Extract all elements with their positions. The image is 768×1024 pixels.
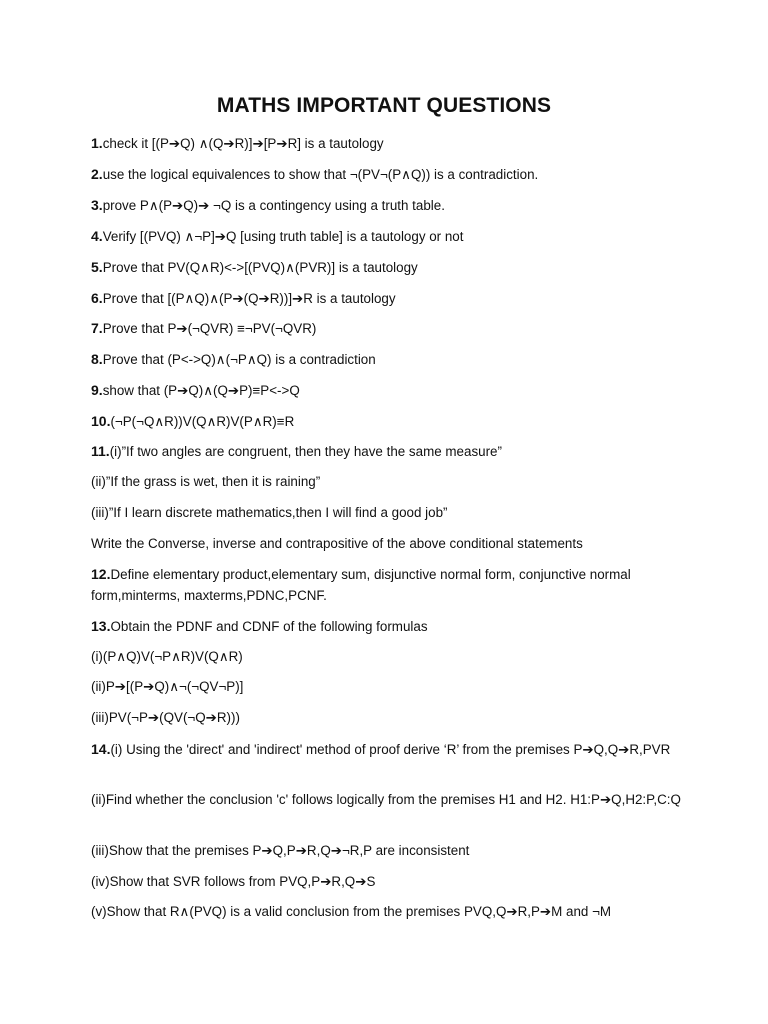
question-5 — [91, 257, 681, 279]
question-text: (iii)”If I learn discrete mathematics,then I will find a good job” — [91, 505, 448, 520]
question-text: (v)Show that R∧(PVQ) is a valid conclusion from the premises PVQ,Q➔R,P➔M and ¬M — [91, 904, 612, 919]
question-number: 9. — [91, 382, 103, 398]
question-number: 7. — [91, 320, 103, 336]
question-text: check it [(P➔Q) ∧(Q➔R)]➔[P➔R] is a tautology — [102, 136, 384, 151]
question-text: Obtain the PDNF and CDNF of the following formulas — [110, 619, 428, 634]
question-number: 5. — [91, 259, 103, 275]
question-text: show that (P➔Q)∧(Q➔P)≡P<->Q — [102, 383, 300, 398]
question-13-part-i — [91, 647, 681, 668]
question-number: 10. — [91, 413, 111, 429]
question-14-part-iv — [91, 872, 681, 893]
question-number: 11. — [91, 443, 110, 459]
question-text: (iii)Show that the premises P➔Q,P➔R,Q➔¬R,P are inconsistent — [91, 843, 470, 858]
question-text: Prove that [(P∧Q)∧(P➔(Q➔R))]➔R is a tautology — [102, 291, 396, 306]
question-13 — [91, 616, 681, 638]
question-10 — [91, 411, 681, 433]
question-14-part-v — [91, 902, 681, 923]
question-7 — [91, 318, 681, 340]
question-text: (ii)Find whether the conclusion 'c' follows logically from the premises H1 and H2. H1:P➔Q,H2:P,C:Q — [91, 792, 681, 807]
question-4 — [91, 226, 681, 248]
question-8 — [91, 349, 681, 371]
question-text: prove P∧(P➔Q)➔ ¬Q is a contingency using a truth table. — [102, 198, 445, 213]
question-text: (i)”If two angles are congruent, then they have the same measure” — [109, 444, 502, 459]
question-number: 1. — [91, 135, 103, 151]
question-14-part-ii — [91, 790, 681, 811]
question-number: 6. — [91, 290, 103, 306]
question-text: (iv)Show that SVR follows from PVQ,P➔R,Q➔S — [91, 874, 376, 889]
question-14 — [91, 739, 681, 761]
question-13-part-iii — [91, 708, 681, 729]
question-text: Define elementary product,elementary sum, disjunctive normal form, conjunctive normal form,minterms, maxterms,PDNC,PCNF. — [91, 567, 631, 603]
question-13-part-ii — [91, 677, 681, 698]
question-11-instruction — [91, 534, 681, 555]
question-number: 14. — [91, 741, 111, 757]
question-number: 12. — [91, 566, 111, 582]
question-text: (i) Using the 'direct' and 'indirect' method of proof derive ‘R’ from the premises P➔Q,Q➔R,PVR — [110, 742, 671, 757]
question-text: (ii)P➔[(P➔Q)∧¬(¬QV¬P)] — [91, 679, 244, 694]
question-3 — [91, 195, 681, 217]
question-9 — [91, 380, 681, 402]
question-11 — [91, 441, 681, 463]
question-text: (iii)PV(¬P➔(QV(¬Q➔R))) — [91, 710, 240, 725]
question-12 — [91, 564, 681, 606]
question-text: (ii)”If the grass is wet, then it is raining” — [91, 474, 321, 489]
question-text: Write the Converse, inverse and contrapositive of the above conditional statements — [91, 536, 583, 551]
question-14-part-iii — [91, 841, 681, 862]
question-text: (i)(P∧Q)V(¬P∧R)V(Q∧R) — [91, 649, 243, 664]
page-title: MATHS IMPORTANT QUESTIONS — [216, 94, 552, 117]
question-11-part-ii — [91, 472, 681, 493]
question-2 — [91, 164, 681, 186]
question-number: 4. — [91, 228, 103, 244]
question-text: Prove that (P<->Q)∧(¬P∧Q) is a contradiction — [102, 352, 376, 367]
question-number: 3. — [91, 197, 103, 213]
question-text: use the logical equivalences to show that ¬(PV¬(P∧Q)) is a contradiction. — [102, 167, 539, 182]
question-text: (¬P(¬Q∧R))V(Q∧R)V(P∧R)≡R — [110, 414, 295, 429]
question-text: Prove that PV(Q∧R)<->[(PVQ)∧(PVR)] is a tautology — [102, 260, 418, 275]
question-6 — [91, 288, 681, 310]
question-text: Prove that P➔(¬QVR) ≡¬PV(¬QVR) — [102, 321, 317, 336]
question-11-part-iii — [91, 503, 681, 524]
question-1 — [91, 133, 681, 155]
question-text: Verify [(PVQ) ∧¬P]➔Q [using truth table] is a tautology or not — [102, 229, 464, 244]
question-number: 2. — [91, 166, 103, 182]
question-number: 8. — [91, 351, 103, 367]
question-number: 13. — [91, 618, 111, 634]
